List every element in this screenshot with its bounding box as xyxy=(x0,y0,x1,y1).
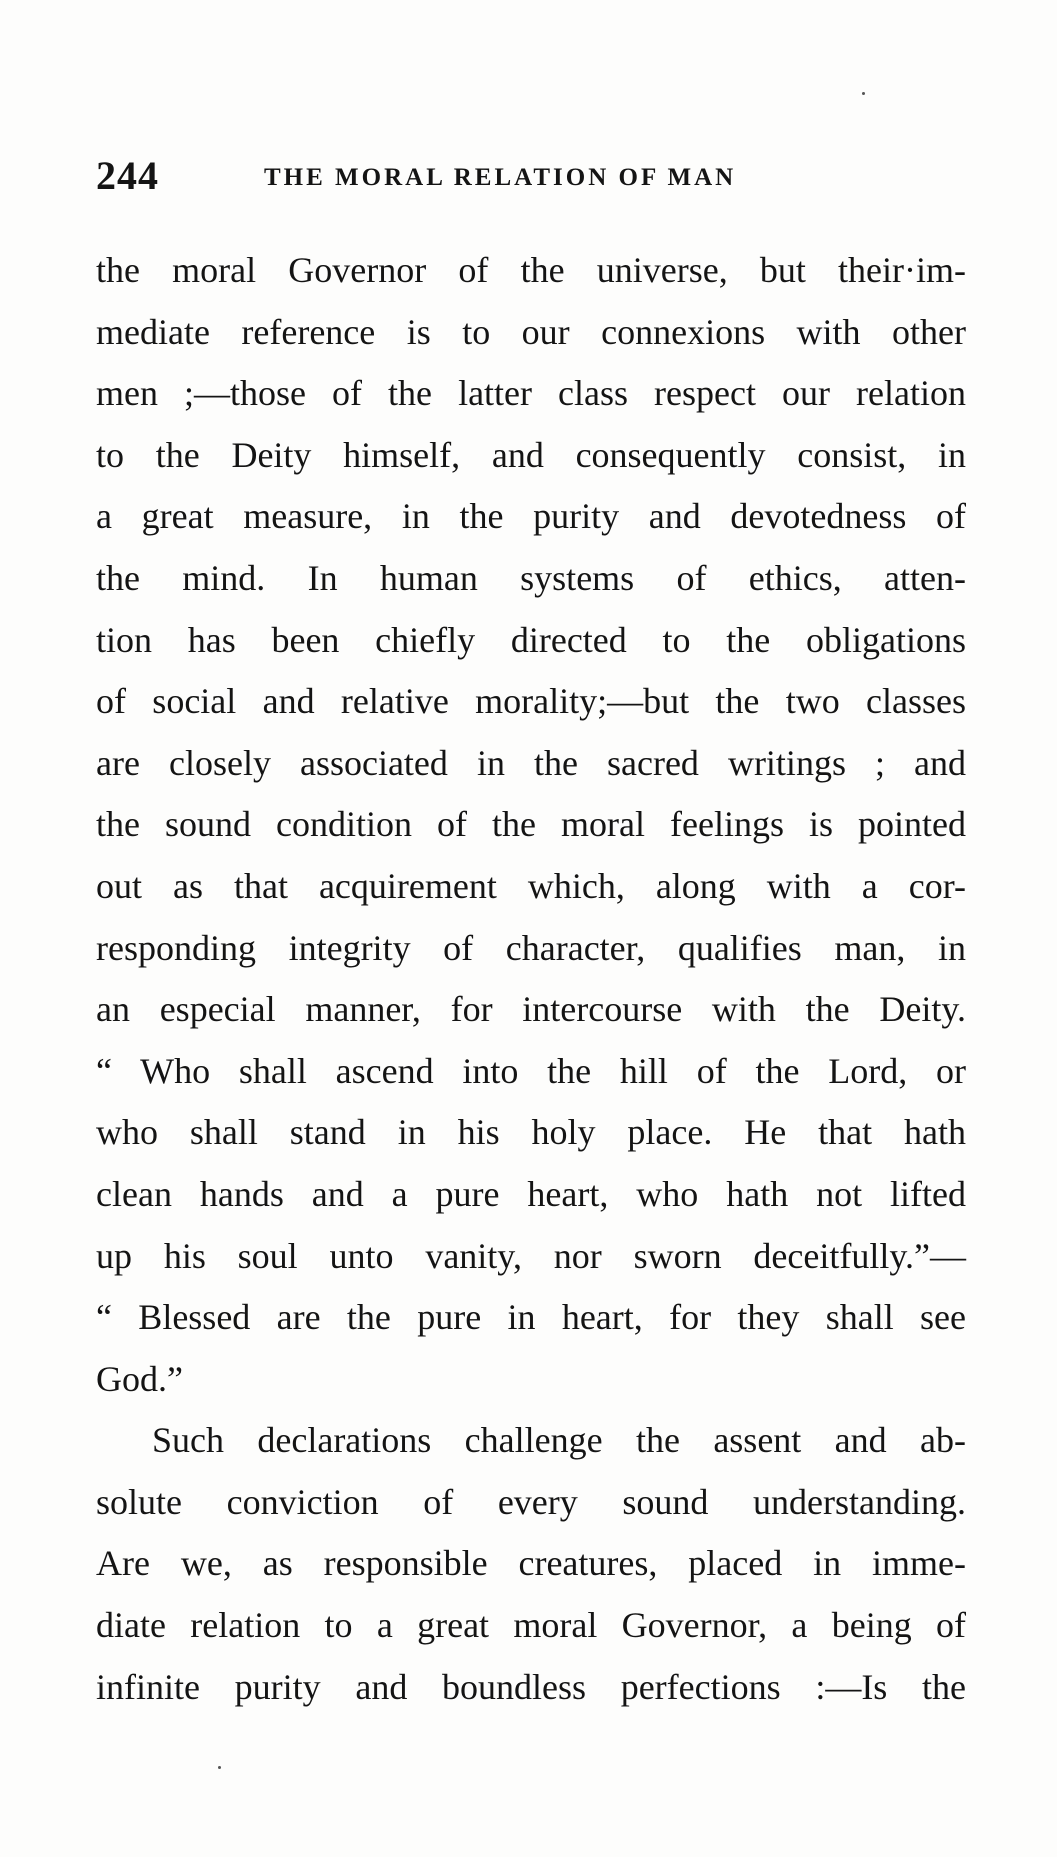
page-header xyxy=(96,152,976,202)
text-line: the sound condition of the moral feelings is pointed xyxy=(96,804,966,845)
text-line: tion has been chiefly directed to the obligations xyxy=(96,619,966,660)
text-line: of social and relative morality;—but the two classes xyxy=(96,681,966,722)
text-line: diate relation to a great moral Governor, a being of xyxy=(96,1605,966,1646)
text-line: to the Deity himself, and consequently consist, in xyxy=(96,434,966,475)
text-line: solute conviction of every sound understanding. xyxy=(96,1481,966,1522)
text-line: the moral Governor of the universe, but their·im- xyxy=(96,250,966,290)
text-line: Are we, as responsible creatures, placed in imme- xyxy=(96,1543,966,1584)
text-line: God.” xyxy=(96,1358,183,1399)
body-text xyxy=(96,240,966,1718)
text-line: who shall stand in his holy place. He that hath xyxy=(96,1112,966,1153)
running-head: THE MORAL RELATION OF MAN xyxy=(264,164,737,191)
print-speck xyxy=(862,92,865,95)
page-number: 244 xyxy=(96,153,159,198)
text-line: responding integrity of character, qualifies man, in xyxy=(96,927,966,968)
text-line: “ Who shall ascend into the hill of the Lord, or xyxy=(96,1050,966,1091)
text-line: are closely associated in the sacred writings ; and xyxy=(96,742,966,783)
print-speck xyxy=(218,1766,221,1769)
text-line: men ;—those of the latter class respect our relation xyxy=(96,373,966,414)
text-line: mediate reference is to our connexions with other xyxy=(96,311,966,352)
text-line: a great measure, in the purity and devotedness of xyxy=(96,496,966,537)
text-line: an especial manner, for intercourse with the Deity. xyxy=(96,989,966,1030)
text-line: up his soul unto vanity, nor sworn deceitfully.”— xyxy=(96,1235,966,1276)
text-line: clean hands and a pure heart, who hath not lifted xyxy=(96,1173,966,1214)
text-line: out as that acquirement which, along with a cor- xyxy=(96,865,966,906)
text-line: the mind. In human systems of ethics, atten- xyxy=(96,557,966,598)
text-line: infinite purity and boundless perfections :—Is the xyxy=(96,1666,966,1707)
text-line: “ Blessed are the pure in heart, for they shall see xyxy=(96,1297,966,1338)
text-line: Such declarations challenge the assent and ab- xyxy=(152,1420,966,1461)
